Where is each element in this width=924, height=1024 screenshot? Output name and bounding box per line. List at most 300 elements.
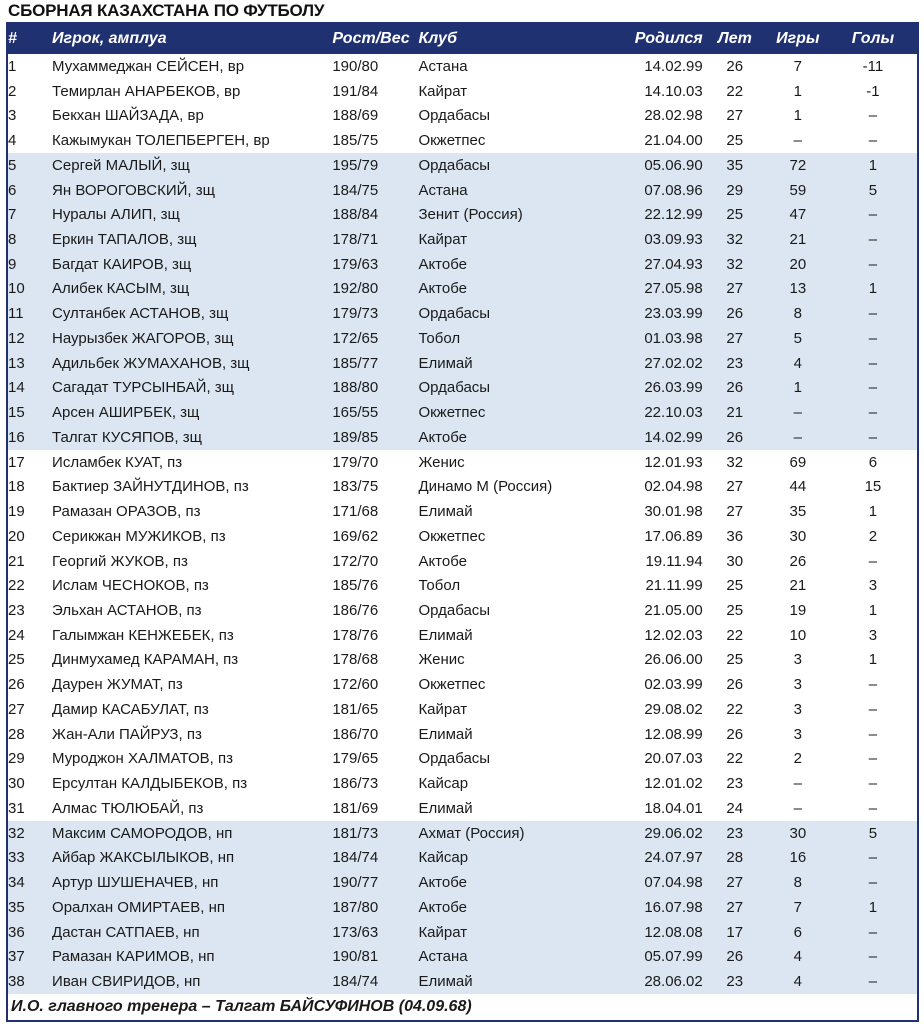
row-number: 35 <box>8 895 52 920</box>
row-number: 8 <box>8 227 52 252</box>
row-number: 17 <box>8 453 25 471</box>
birth-date: 21.11.99 <box>645 577 703 595</box>
player-name: Иван СВИРИДОВ, нп <box>52 969 332 994</box>
page-title: СБОРНАЯ КАЗАХСТАНА ПО ФУТБОЛУ <box>8 1 325 20</box>
table-row <box>8 326 917 351</box>
birth-date: 14.02.99 <box>644 57 703 75</box>
table-row <box>8 524 917 549</box>
games-value: 20 <box>767 252 829 277</box>
player-name: Ян ВОРОГОВСКИЙ, зщ <box>52 178 332 203</box>
club-name: Актобе <box>418 277 626 302</box>
table-row <box>8 771 917 796</box>
age-value: 17 <box>703 920 767 945</box>
age-value: 27 <box>726 107 744 125</box>
table-row <box>8 474 917 499</box>
birth-date: 26.03.99 <box>627 376 703 401</box>
table-row <box>8 178 917 203</box>
goals-value: – <box>868 750 878 768</box>
birth-date: 19.11.94 <box>645 552 703 570</box>
age-value: 29 <box>703 178 767 203</box>
club-name: Елимай <box>418 351 626 376</box>
club-name: Актобе <box>418 552 467 570</box>
goals-value: – <box>829 944 917 969</box>
games-value: 16 <box>767 846 829 871</box>
player-name: Оралхан ОМИРТАЕВ, нп <box>52 895 332 920</box>
goals-value: 1 <box>829 153 917 178</box>
height-weight: 172/65 <box>332 326 418 351</box>
height-weight: 186/70 <box>332 725 379 743</box>
player-name: Султанбек АСТАНОВ, зщ <box>52 301 332 326</box>
age-value: 24 <box>726 799 744 817</box>
goals-value: 3 <box>868 626 878 644</box>
table-row <box>8 277 917 302</box>
height-weight: 188/84 <box>332 202 418 227</box>
table-row <box>8 821 917 846</box>
height-weight: 187/80 <box>332 895 418 920</box>
goals-value: – <box>829 425 917 450</box>
birth-date: 20.07.03 <box>644 750 703 768</box>
row-number: 11 <box>8 301 52 326</box>
row-number: 31 <box>8 799 25 817</box>
age-value: 27 <box>703 326 767 351</box>
games-value: 19 <box>789 602 807 620</box>
games-value: 4 <box>767 944 829 969</box>
col-header-age: Лет <box>703 24 767 54</box>
goals-value: – <box>868 132 878 150</box>
col-header-number: # <box>8 24 52 54</box>
height-weight: 171/68 <box>332 503 379 521</box>
birth-date: 24.07.97 <box>627 846 703 871</box>
games-value: 4 <box>767 969 829 994</box>
age-value: 30 <box>726 552 744 570</box>
age-value: 26 <box>703 301 767 326</box>
height-weight: 188/69 <box>332 107 379 125</box>
games-value: 3 <box>793 651 802 669</box>
col-header-games: Игры <box>767 24 829 54</box>
club-name: Окжетпес <box>418 527 486 545</box>
goals-value: – <box>829 301 917 326</box>
games-value: 21 <box>789 577 807 595</box>
club-name: Динамо М (Россия) <box>418 478 553 496</box>
table-row <box>8 598 917 623</box>
birth-date: 12.01.93 <box>644 453 703 471</box>
goals-value: – <box>829 351 917 376</box>
row-number: 7 <box>8 202 52 227</box>
age-value: 22 <box>726 626 744 644</box>
birth-date: 03.09.93 <box>627 227 703 252</box>
games-value: 59 <box>767 178 829 203</box>
birth-date: 05.06.90 <box>627 153 703 178</box>
table-row <box>8 969 917 994</box>
player-name: Жан-Али ПАЙРУЗ, пз <box>52 725 202 743</box>
table-row <box>8 623 917 648</box>
club-name: Кайрат <box>418 920 626 945</box>
birth-date: 12.01.02 <box>644 775 703 793</box>
club-name: Елимай <box>418 969 626 994</box>
goals-value: – <box>868 107 878 125</box>
birth-date: 17.06.89 <box>644 527 703 545</box>
player-name: Наурызбек ЖАГОРОВ, зщ <box>52 326 332 351</box>
player-name: Кажымукан ТОЛЕПБЕРГЕН, вр <box>52 132 270 150</box>
height-weight: 186/73 <box>332 775 379 793</box>
club-name: Тобол <box>418 326 626 351</box>
age-value: 26 <box>726 725 744 743</box>
club-name: Женис <box>418 651 465 669</box>
club-name: Астана <box>418 57 468 75</box>
row-number: 19 <box>8 503 25 521</box>
club-name: Ордабасы <box>418 602 491 620</box>
row-number: 15 <box>8 400 52 425</box>
player-name: Сергей МАЛЫЙ, зщ <box>52 153 332 178</box>
table-row <box>8 920 917 945</box>
height-weight: 165/55 <box>332 400 418 425</box>
player-name: Серикжан МУЖИКОВ, пз <box>52 527 226 545</box>
roster-table-frame <box>6 22 919 1022</box>
birth-date: 07.04.98 <box>627 870 703 895</box>
birth-date: 14.02.99 <box>627 425 703 450</box>
goals-value: – <box>829 400 917 425</box>
birth-date: 18.04.01 <box>644 799 703 817</box>
table-row <box>8 648 917 673</box>
row-number: 4 <box>8 132 17 150</box>
roster-table-body <box>8 54 917 994</box>
games-value: 8 <box>767 870 829 895</box>
row-number: 27 <box>8 700 25 718</box>
col-header-height-weight: Рост/Вес <box>332 24 418 54</box>
games-value: – <box>793 132 802 150</box>
age-value: 26 <box>703 944 767 969</box>
birth-date: 05.07.99 <box>627 944 703 969</box>
table-row <box>8 425 917 450</box>
player-name: Муроджон ХАЛМАТОВ, пз <box>52 750 233 768</box>
height-weight: 169/62 <box>332 527 379 545</box>
player-name: Максим САМОРОДОВ, нп <box>52 821 332 846</box>
games-value: 2 <box>793 750 802 768</box>
birth-date: 27.02.02 <box>627 351 703 376</box>
player-name: Бактиер ЗАЙНУТДИНОВ, пз <box>52 478 249 496</box>
player-name: Ерсултан КАЛДЫБЕКОВ, пз <box>52 775 248 793</box>
row-number: 34 <box>8 870 52 895</box>
height-weight: 181/69 <box>332 799 379 817</box>
player-name: Эльхан АСТАНОВ, пз <box>52 602 202 620</box>
birth-date: 12.08.99 <box>644 725 703 743</box>
club-name: Актобе <box>418 425 626 450</box>
row-number: 16 <box>8 425 52 450</box>
row-number: 29 <box>8 750 25 768</box>
age-value: 23 <box>703 969 767 994</box>
games-value: 8 <box>767 301 829 326</box>
age-value: 32 <box>703 252 767 277</box>
games-value: 4 <box>767 351 829 376</box>
row-number: 32 <box>8 821 52 846</box>
player-name: Айбар ЖАКСЫЛЫКОВ, нп <box>52 846 332 871</box>
age-value: 27 <box>726 503 744 521</box>
table-row <box>8 376 917 401</box>
roster-table <box>8 24 917 994</box>
age-value: 25 <box>726 577 744 595</box>
club-name: Кайрат <box>418 227 626 252</box>
games-value: 3 <box>793 700 802 718</box>
height-weight: 172/60 <box>332 676 379 694</box>
height-weight: 184/75 <box>332 178 418 203</box>
goals-value: – <box>829 326 917 351</box>
birth-date: 21.05.00 <box>644 602 703 620</box>
games-value: 7 <box>793 57 802 75</box>
row-number: 14 <box>8 376 52 401</box>
table-row <box>8 672 917 697</box>
row-number: 18 <box>8 478 25 496</box>
age-value: 36 <box>726 527 744 545</box>
goals-value: 15 <box>864 478 882 496</box>
club-name: Елимай <box>418 503 473 521</box>
row-number: 13 <box>8 351 52 376</box>
table-row <box>8 252 917 277</box>
row-number: 26 <box>8 676 25 694</box>
age-value: 26 <box>726 676 744 694</box>
age-value: 23 <box>703 351 767 376</box>
goals-value: – <box>829 846 917 871</box>
games-value: 44 <box>789 478 807 496</box>
table-row <box>8 128 917 153</box>
height-weight: 192/80 <box>332 277 418 302</box>
height-weight: 186/76 <box>332 602 379 620</box>
player-name: Темирлан АНАРБЕКОВ, вр <box>52 82 241 100</box>
player-name: Динмухамед КАРАМАН, пз <box>52 651 239 669</box>
club-name: Ахмат (Россия) <box>418 821 626 846</box>
table-row <box>8 722 917 747</box>
row-number: 12 <box>8 326 52 351</box>
birth-date: 26.06.00 <box>644 651 703 669</box>
header-row <box>8 24 917 54</box>
goals-value: 1 <box>868 651 878 669</box>
games-value: 26 <box>789 552 807 570</box>
table-row <box>8 450 917 475</box>
club-name: Астана <box>418 944 626 969</box>
club-name: Кайрат <box>418 700 468 718</box>
age-value: 25 <box>703 202 767 227</box>
height-weight: 183/75 <box>332 478 379 496</box>
player-name: Галымжан КЕНЖЕБЕК, пз <box>52 626 234 644</box>
games-value: 30 <box>767 821 829 846</box>
age-value: 26 <box>726 57 744 75</box>
player-name: Алмас ТЮЛЮБАЙ, пз <box>52 799 204 817</box>
age-value: 27 <box>703 870 767 895</box>
table-row <box>8 573 917 598</box>
age-value: 27 <box>703 277 767 302</box>
row-number: 36 <box>8 920 52 945</box>
goals-value: – <box>868 725 878 743</box>
goals-value: – <box>868 552 878 570</box>
age-value: 26 <box>703 425 767 450</box>
height-weight: 190/80 <box>332 57 379 75</box>
club-name: Актобе <box>418 895 626 920</box>
birth-date: 28.06.02 <box>627 969 703 994</box>
row-number: 5 <box>8 153 52 178</box>
row-number: 37 <box>8 944 52 969</box>
height-weight: 190/81 <box>332 944 418 969</box>
games-value: 21 <box>767 227 829 252</box>
height-weight: 181/73 <box>332 821 418 846</box>
col-header-goals: Голы <box>829 24 917 54</box>
row-number: 1 <box>8 57 17 75</box>
player-name: Адильбек ЖУМАХАНОВ, зщ <box>52 351 332 376</box>
player-name: Талгат КУСЯПОВ, зщ <box>52 425 332 450</box>
table-row <box>8 54 917 79</box>
birth-date: 28.02.98 <box>644 107 703 125</box>
games-value: 1 <box>793 82 802 100</box>
games-value: 72 <box>767 153 829 178</box>
club-name: Елимай <box>418 626 473 644</box>
coach-note: И.О. главного тренера – Талгат БАЙСУФИНОВ (04.09.68) <box>8 994 917 1020</box>
col-header-born: Родился <box>627 24 703 54</box>
games-value: 35 <box>789 503 807 521</box>
club-name: Ордабасы <box>418 376 626 401</box>
table-header <box>8 24 917 54</box>
club-name: Ордабасы <box>418 301 626 326</box>
games-value: 1 <box>793 107 802 125</box>
club-name: Окжетпес <box>418 132 486 150</box>
player-name: Дамир КАСАБУЛАТ, пз <box>52 700 209 718</box>
row-number: 24 <box>8 626 25 644</box>
table-row <box>8 499 917 524</box>
player-name: Багдат КАИРОВ, зщ <box>52 252 332 277</box>
age-value: 27 <box>703 895 767 920</box>
player-name: Алибек КАСЫМ, зщ <box>52 277 332 302</box>
games-value: 7 <box>767 895 829 920</box>
goals-value: – <box>829 252 917 277</box>
goals-value: – <box>868 775 878 793</box>
club-name: Актобе <box>418 252 626 277</box>
goals-value: 1 <box>829 277 917 302</box>
birth-date: 29.06.02 <box>627 821 703 846</box>
height-weight: 184/74 <box>332 969 418 994</box>
row-number: 9 <box>8 252 52 277</box>
age-value: 32 <box>726 453 744 471</box>
height-weight: 185/77 <box>332 351 418 376</box>
age-value: 25 <box>726 132 744 150</box>
height-weight: 172/70 <box>332 552 379 570</box>
row-number: 10 <box>8 277 52 302</box>
club-name: Зенит (Россия) <box>418 202 626 227</box>
player-name: Дастан САТПАЕВ, нп <box>52 920 332 945</box>
row-number: 2 <box>8 82 17 100</box>
goals-value: – <box>868 700 878 718</box>
height-weight: 173/63 <box>332 920 418 945</box>
goals-value: -1 <box>866 82 880 100</box>
table-row <box>8 202 917 227</box>
height-weight: 178/76 <box>332 626 379 644</box>
height-weight: 195/79 <box>332 153 418 178</box>
player-name: Рамазан КАРИМОВ, нп <box>52 944 332 969</box>
birth-date: 01.03.98 <box>627 326 703 351</box>
table-row <box>8 153 917 178</box>
height-weight: 179/63 <box>332 252 418 277</box>
birth-date: 23.03.99 <box>627 301 703 326</box>
games-value: 30 <box>789 527 807 545</box>
col-header-club: Клуб <box>418 24 626 54</box>
player-name: Мухаммеджан СЕЙСЕН, вр <box>52 57 245 75</box>
games-value: 69 <box>789 453 807 471</box>
club-name: Кайсар <box>418 846 626 871</box>
row-number: 33 <box>8 846 52 871</box>
games-value: 5 <box>767 326 829 351</box>
birth-date: 29.08.02 <box>644 700 703 718</box>
goals-value: 3 <box>868 577 878 595</box>
table-row <box>8 846 917 871</box>
birth-date: 14.10.03 <box>644 82 703 100</box>
birth-date: 22.12.99 <box>627 202 703 227</box>
goals-value: – <box>868 799 878 817</box>
goals-value: – <box>868 676 878 694</box>
height-weight: 189/85 <box>332 425 418 450</box>
games-value: 1 <box>767 376 829 401</box>
goals-value: 1 <box>829 895 917 920</box>
height-weight: 184/74 <box>332 846 418 871</box>
birth-date: 27.04.93 <box>627 252 703 277</box>
row-number: 6 <box>8 178 52 203</box>
club-name: Елимай <box>418 725 473 743</box>
club-name: Тобол <box>418 577 461 595</box>
row-number: 20 <box>8 527 25 545</box>
row-number: 21 <box>8 552 25 570</box>
height-weight: 179/70 <box>332 453 379 471</box>
height-weight: 191/84 <box>332 82 379 100</box>
games-value: – <box>767 425 829 450</box>
table-row <box>8 870 917 895</box>
player-name: Рамазан ОРАЗОВ, пз <box>52 503 201 521</box>
goals-value: – <box>829 376 917 401</box>
games-value: 47 <box>767 202 829 227</box>
height-weight: 185/76 <box>332 577 379 595</box>
goals-value: 2 <box>868 527 878 545</box>
player-name: Георгий ЖУКОВ, пз <box>52 552 188 570</box>
birth-date: 22.10.03 <box>627 400 703 425</box>
goals-value: – <box>829 227 917 252</box>
club-name: Кайсар <box>418 775 469 793</box>
age-value: 35 <box>703 153 767 178</box>
games-value: 3 <box>793 725 802 743</box>
age-value: 32 <box>703 227 767 252</box>
goals-value: – <box>829 202 917 227</box>
height-weight: 178/71 <box>332 227 418 252</box>
height-weight: 188/80 <box>332 376 418 401</box>
table-row <box>8 351 917 376</box>
goals-value: 5 <box>829 178 917 203</box>
table-row <box>8 796 917 821</box>
birth-date: 21.04.00 <box>644 132 703 150</box>
height-weight: 190/77 <box>332 870 418 895</box>
player-name: Еркин ТАПАЛОВ, зщ <box>52 227 332 252</box>
club-name: Елимай <box>418 799 473 817</box>
age-value: 22 <box>726 700 744 718</box>
age-value: 23 <box>703 821 767 846</box>
games-value: 10 <box>789 626 807 644</box>
height-weight: 179/65 <box>332 750 379 768</box>
player-name: Ислам ЧЕСНОКОВ, пз <box>52 577 209 595</box>
birth-date: 12.08.08 <box>627 920 703 945</box>
club-name: Астана <box>418 178 626 203</box>
player-name: Артур ШУШЕНАЧЕВ, нп <box>52 870 332 895</box>
games-value: 13 <box>767 277 829 302</box>
goals-value: 1 <box>868 503 878 521</box>
player-name: Бекхан ШАЙЗАДА, вр <box>52 107 204 125</box>
club-name: Окжетпес <box>418 400 626 425</box>
age-value: 21 <box>703 400 767 425</box>
games-value: 3 <box>793 676 802 694</box>
age-value: 23 <box>726 775 744 793</box>
table-row <box>8 697 917 722</box>
club-name: Ордабасы <box>418 750 491 768</box>
